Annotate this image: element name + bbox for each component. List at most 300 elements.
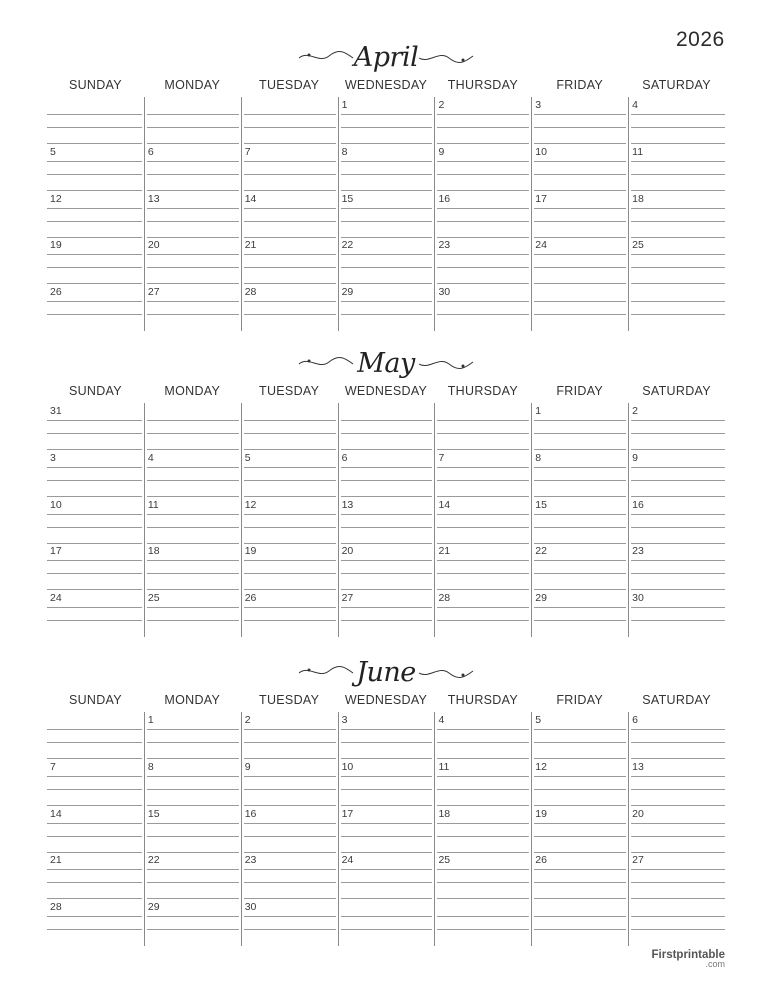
day-number: 31 [50, 405, 62, 417]
writing-line [534, 560, 626, 561]
week-row [47, 543, 725, 590]
day-cell [144, 543, 241, 590]
day-number: 30 [244, 901, 257, 914]
writing-line [341, 929, 433, 930]
weekday-label: MONDAY [164, 384, 221, 398]
day-number: 14 [438, 498, 451, 511]
weekday-label: SUNDAY [68, 384, 122, 398]
writing-line [47, 789, 142, 790]
day-cell [434, 712, 531, 759]
weekday-label: MONDAY [164, 693, 221, 707]
writing-line [631, 208, 725, 209]
day-cell [144, 97, 241, 144]
year-label: 2026 [676, 28, 725, 51]
day-number: 16 [632, 498, 644, 511]
writing-line [47, 882, 142, 883]
day-cell [144, 806, 241, 853]
writing-line [534, 620, 626, 621]
writing-line [534, 467, 626, 468]
day-number: 10 [50, 498, 62, 511]
day-number: 8 [535, 451, 542, 464]
weekday-label: WEDNESDAY [344, 78, 428, 92]
writing-line [47, 114, 142, 115]
writing-line [147, 742, 239, 743]
writing-line [147, 174, 239, 175]
day-number: 15 [147, 807, 160, 820]
writing-line [341, 161, 433, 162]
brand-name: Firstprintable [651, 949, 725, 961]
writing-line [244, 420, 336, 421]
day-number: 11 [438, 760, 450, 773]
day-number: 26 [535, 854, 547, 867]
writing-line [631, 514, 725, 515]
writing-line [631, 301, 725, 302]
month-june [47, 655, 725, 946]
writing-line [244, 467, 336, 468]
writing-line [341, 527, 433, 528]
writing-line [341, 916, 433, 917]
writing-line [437, 776, 529, 777]
writing-line [437, 869, 529, 870]
writing-line [534, 573, 626, 574]
day-cell [628, 403, 725, 450]
writing-line [244, 221, 336, 222]
day-number: 20 [632, 807, 644, 820]
writing-line [631, 573, 725, 574]
writing-line [147, 420, 239, 421]
month-grid [47, 712, 725, 946]
day-cell [628, 543, 725, 590]
day-number: 4 [147, 451, 154, 464]
day-cell [434, 543, 531, 590]
day-number: 22 [341, 239, 354, 252]
writing-line [147, 527, 239, 528]
writing-line [534, 433, 626, 434]
writing-line [147, 208, 239, 209]
writing-line [341, 560, 433, 561]
day-cell [241, 899, 338, 946]
day-cell [241, 450, 338, 497]
writing-line [341, 514, 433, 515]
day-cell [47, 284, 144, 331]
day-number: 13 [341, 498, 354, 511]
writing-line [47, 823, 142, 824]
writing-line [341, 301, 433, 302]
writing-line [244, 527, 336, 528]
writing-line [534, 301, 626, 302]
day-cell [47, 97, 144, 144]
writing-line [437, 301, 529, 302]
writing-line [534, 161, 626, 162]
writing-line [437, 420, 529, 421]
writing-line [631, 836, 725, 837]
writing-line [147, 114, 239, 115]
day-number: 22 [147, 854, 160, 867]
week-row [47, 899, 725, 946]
day-number: 1 [535, 405, 542, 417]
day-number: 28 [244, 286, 257, 299]
day-number: 8 [341, 145, 348, 158]
day-cell [628, 450, 725, 497]
writing-line [341, 314, 433, 315]
writing-line [147, 514, 239, 515]
writing-line [437, 573, 529, 574]
writing-line [437, 114, 529, 115]
weekday-label: SATURDAY [642, 78, 711, 92]
day-cell [531, 852, 628, 899]
day-cell [338, 806, 435, 853]
day-number: 30 [632, 592, 644, 605]
week-row [47, 590, 725, 637]
writing-line [147, 433, 239, 434]
writing-line [47, 742, 142, 743]
day-number: 4 [632, 99, 638, 111]
writing-line [47, 420, 142, 421]
writing-line [47, 221, 142, 222]
day-cell [47, 590, 144, 637]
writing-line [631, 607, 725, 608]
writing-line [437, 433, 529, 434]
month-grid [47, 403, 725, 637]
writing-line [534, 480, 626, 481]
day-cell [434, 97, 531, 144]
writing-line [631, 221, 725, 222]
writing-line [47, 527, 142, 528]
day-cell [144, 712, 241, 759]
day-cell [338, 403, 435, 450]
writing-line [631, 420, 725, 421]
weekday-label: SUNDAY [68, 78, 122, 92]
writing-line [341, 742, 433, 743]
writing-line [437, 527, 529, 528]
day-cell [628, 806, 725, 853]
writing-line [147, 221, 239, 222]
day-cell [241, 237, 338, 284]
day-number: 12 [244, 498, 257, 511]
writing-line [244, 433, 336, 434]
writing-line [437, 916, 529, 917]
day-number: 21 [50, 854, 62, 867]
writing-line [631, 789, 725, 790]
day-number: 14 [244, 192, 257, 205]
day-number: 24 [50, 592, 62, 605]
day-number: 1 [341, 99, 348, 111]
day-number: 4 [438, 714, 445, 726]
writing-line [147, 314, 239, 315]
day-cell [241, 852, 338, 899]
day-cell [338, 543, 435, 590]
week-row [47, 284, 725, 331]
writing-line [244, 301, 336, 302]
writing-line [244, 882, 336, 883]
day-cell [531, 497, 628, 544]
day-number: 15 [341, 192, 354, 205]
day-cell [47, 450, 144, 497]
writing-line [341, 607, 433, 608]
day-cell [434, 590, 531, 637]
day-cell [338, 144, 435, 191]
day-number: 25 [147, 592, 160, 605]
writing-line [47, 869, 142, 870]
writing-line [631, 114, 725, 115]
writing-line [147, 301, 239, 302]
writing-line [341, 620, 433, 621]
writing-line [147, 161, 239, 162]
day-cell [47, 144, 144, 191]
day-cell [531, 237, 628, 284]
week-row [47, 712, 725, 759]
writing-line [437, 221, 529, 222]
day-cell [434, 191, 531, 238]
day-cell [628, 144, 725, 191]
day-cell [338, 191, 435, 238]
day-cell [434, 806, 531, 853]
day-number: 24 [341, 854, 354, 867]
writing-line [534, 267, 626, 268]
weekday-label: THURSDAY [447, 384, 518, 398]
writing-line [631, 267, 725, 268]
day-number: 5 [244, 451, 251, 464]
day-cell [434, 403, 531, 450]
writing-line [244, 573, 336, 574]
day-number: 25 [632, 239, 644, 252]
month-grid [47, 97, 725, 331]
writing-line [437, 467, 529, 468]
writing-line [341, 869, 433, 870]
writing-line [534, 127, 626, 128]
writing-line [631, 467, 725, 468]
week-row [47, 97, 725, 144]
writing-line [341, 433, 433, 434]
writing-line [341, 729, 433, 730]
writing-line [147, 823, 239, 824]
writing-line [147, 467, 239, 468]
writing-line [47, 480, 142, 481]
writing-line [47, 433, 142, 434]
weekday-label: SATURDAY [642, 384, 711, 398]
writing-line [437, 127, 529, 128]
day-cell [338, 712, 435, 759]
day-cell [628, 759, 725, 806]
day-cell [241, 590, 338, 637]
writing-line [341, 776, 433, 777]
day-cell [434, 899, 531, 946]
writing-line [147, 882, 239, 883]
writing-line [631, 433, 725, 434]
weekday-label: WEDNESDAY [344, 693, 428, 707]
day-cell [434, 852, 531, 899]
day-cell [531, 403, 628, 450]
writing-line [244, 560, 336, 561]
writing-line [631, 776, 725, 777]
day-number: 28 [50, 901, 62, 914]
day-cell [144, 403, 241, 450]
day-number: 29 [341, 286, 354, 299]
day-cell [628, 497, 725, 544]
day-number: 3 [341, 714, 348, 726]
writing-line [534, 836, 626, 837]
day-cell [241, 543, 338, 590]
writing-line [534, 607, 626, 608]
writing-line [341, 823, 433, 824]
day-cell [47, 403, 144, 450]
day-cell [47, 237, 144, 284]
writing-line [341, 221, 433, 222]
day-cell [531, 899, 628, 946]
day-cell [434, 284, 531, 331]
day-cell [338, 284, 435, 331]
day-cell [47, 759, 144, 806]
day-number: 17 [341, 807, 354, 820]
writing-line [534, 869, 626, 870]
writing-line [437, 620, 529, 621]
writing-line [534, 742, 626, 743]
writing-line [437, 254, 529, 255]
day-number: 20 [147, 239, 160, 252]
day-cell [531, 97, 628, 144]
day-number: 26 [244, 592, 257, 605]
writing-line [534, 314, 626, 315]
writing-line [244, 836, 336, 837]
weekday-label: SUNDAY [68, 693, 122, 707]
day-cell [531, 806, 628, 853]
writing-line [147, 620, 239, 621]
brand-logo [641, 949, 725, 969]
writing-line [437, 742, 529, 743]
writing-line [437, 560, 529, 561]
day-number: 23 [632, 545, 644, 558]
day-number: 29 [147, 901, 160, 914]
weekday-label: FRIDAY [556, 78, 604, 92]
writing-line [47, 776, 142, 777]
writing-line [147, 254, 239, 255]
writing-line [534, 776, 626, 777]
writing-line [341, 267, 433, 268]
writing-line [244, 869, 336, 870]
day-number: 13 [147, 192, 160, 205]
day-cell [338, 852, 435, 899]
writing-line [631, 254, 725, 255]
day-number: 23 [244, 854, 257, 867]
week-row [47, 759, 725, 806]
writing-line [631, 314, 725, 315]
writing-line [244, 916, 336, 917]
day-cell [628, 712, 725, 759]
writing-line [47, 916, 142, 917]
writing-line [244, 161, 336, 162]
day-cell [338, 450, 435, 497]
writing-line [341, 480, 433, 481]
day-number: 9 [438, 145, 445, 158]
day-number: 2 [632, 405, 638, 417]
writing-line [244, 729, 336, 730]
day-number: 14 [50, 807, 62, 820]
writing-line [631, 916, 725, 917]
day-cell [241, 806, 338, 853]
writing-line [631, 161, 725, 162]
day-cell [531, 759, 628, 806]
writing-line [147, 836, 239, 837]
writing-line [47, 560, 142, 561]
day-number: 27 [632, 854, 644, 867]
day-number: 7 [438, 451, 445, 464]
day-number: 18 [147, 545, 160, 558]
writing-line [341, 882, 433, 883]
day-cell [144, 450, 241, 497]
weekday-label: FRIDAY [556, 693, 604, 707]
day-cell [144, 759, 241, 806]
writing-line [47, 127, 142, 128]
writing-line [631, 560, 725, 561]
day-number: 20 [341, 545, 354, 558]
month-title-row [47, 346, 725, 386]
writing-line [534, 882, 626, 883]
day-cell [144, 497, 241, 544]
writing-line [244, 514, 336, 515]
writing-line [147, 127, 239, 128]
week-row [47, 450, 725, 497]
day-number: 29 [535, 592, 547, 605]
writing-line [244, 742, 336, 743]
writing-line [341, 254, 433, 255]
writing-line [244, 620, 336, 621]
writing-line [437, 729, 529, 730]
writing-line [147, 789, 239, 790]
writing-line [534, 929, 626, 930]
day-number: 3 [535, 99, 542, 111]
day-cell [338, 237, 435, 284]
day-cell [241, 759, 338, 806]
day-cell [628, 284, 725, 331]
day-number: 5 [50, 145, 56, 158]
day-cell [144, 590, 241, 637]
writing-line [534, 114, 626, 115]
week-row [47, 237, 725, 284]
writing-line [534, 420, 626, 421]
day-number: 30 [438, 286, 451, 299]
writing-line [47, 620, 142, 621]
writing-line [244, 254, 336, 255]
day-number: 9 [632, 451, 638, 464]
writing-line [534, 789, 626, 790]
week-row [47, 497, 725, 544]
day-cell [531, 543, 628, 590]
month-title: June [356, 657, 416, 688]
writing-line [244, 208, 336, 209]
writing-line [47, 514, 142, 515]
writing-line [437, 480, 529, 481]
day-cell [628, 191, 725, 238]
writing-line [47, 929, 142, 930]
day-number: 16 [438, 192, 451, 205]
week-row [47, 191, 725, 238]
day-number: 13 [632, 760, 644, 773]
weekday-label: FRIDAY [556, 384, 604, 398]
day-cell [47, 712, 144, 759]
day-number: 16 [244, 807, 257, 820]
day-cell [531, 590, 628, 637]
writing-line [631, 869, 725, 870]
writing-line [47, 254, 142, 255]
weekday-label: SATURDAY [642, 693, 711, 707]
writing-line [47, 314, 142, 315]
writing-line [437, 267, 529, 268]
writing-line [534, 208, 626, 209]
month-title: May [357, 348, 415, 379]
writing-line [631, 127, 725, 128]
day-number: 6 [341, 451, 348, 464]
day-number: 12 [50, 192, 62, 205]
